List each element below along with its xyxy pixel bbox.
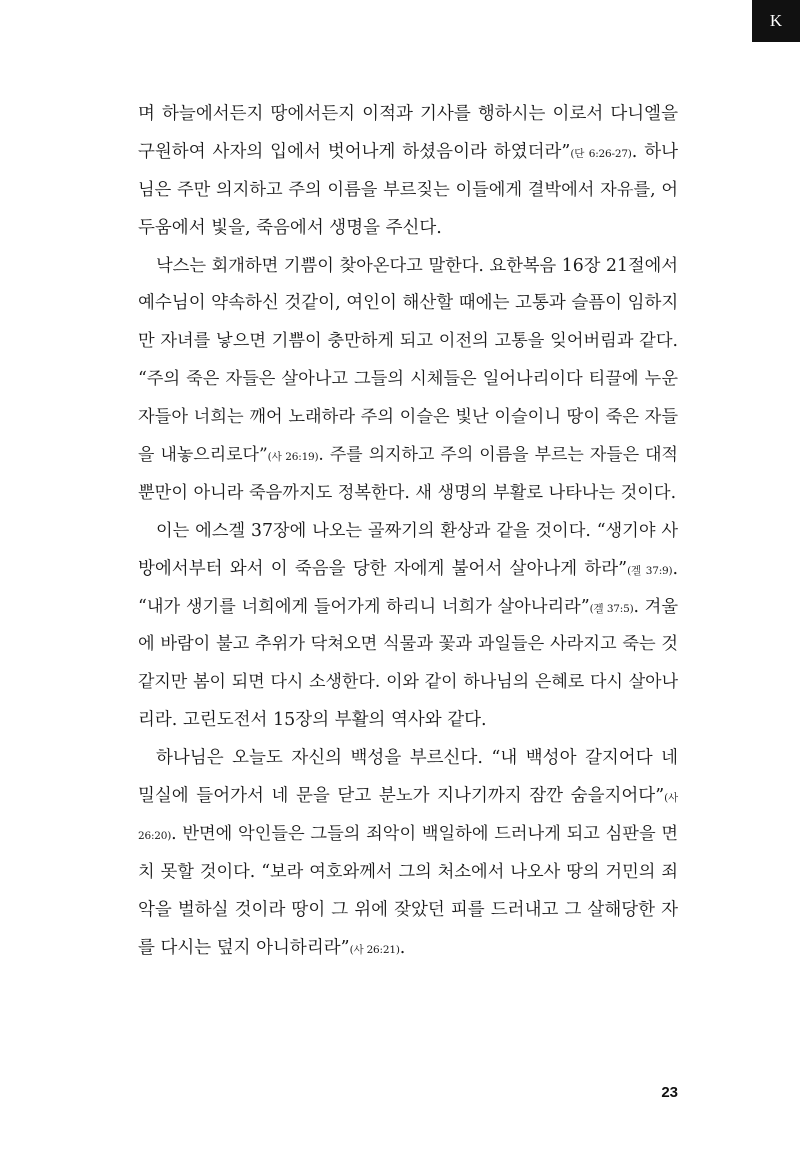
scripture-reference: (겔 37:9) [627, 564, 673, 577]
text-line: 악을 벌하실 것이라 땅이 그 위에 잦았던 피를 드러내고 그 살해당한 자 [138, 899, 678, 920]
text-line: 며 하늘에서든지 땅에서든지 이적과 기사를 행하시는 이로서 다니엘을 [138, 104, 678, 124]
paragraph-start-line: 이는 에스겔 37장에 나오는 골짜기의 환상과 같을 것이다. “생기야 사 [156, 520, 678, 541]
text-line: 방에서부터 와서 이 죽음을 당한 자에게 불어서 살아나게 하라”(겔 37:9). [138, 558, 679, 579]
page-number: 23 [661, 1084, 678, 1101]
text-line: 리라. 고린도전서 15장의 부활의 역사와 같다. [138, 710, 487, 731]
text-line: 뿐만이 아니라 죽음까지도 정복한다. 새 생명의 부활로 나타나는 것이다. [138, 482, 677, 503]
paragraph-start-line: 하나님은 오늘도 자신의 백성을 부르신다. “내 백성아 갈지어다 네 [156, 748, 678, 769]
scripture-reference: (사 26:19) [267, 451, 319, 464]
scripture-reference: (단 6:26-27) [570, 147, 632, 160]
text-line: 을 내놓으리로다”(사 26:19). 주를 의지하고 주의 이름을 부르는 자들은 대적 [138, 445, 678, 466]
scripture-reference: (사 [664, 792, 678, 805]
text-line: 같지만 봄이 되면 다시 소생한다. 이와 같이 하나님의 은혜로 다시 살아나 [138, 672, 678, 693]
scripture-reference: (사 26:21) [349, 943, 400, 956]
text-line: 님은 주만 의지하고 주의 이름을 부르짖는 이들에게 결박에서 자유를, 어 [138, 179, 678, 200]
text-line: 두움에서 빛을, 죽음에서 생명을 주신다. [138, 217, 442, 238]
text-line: 26:20). 반면에 악인들은 그들의 죄악이 백일하에 드러나게 되고 심판을 면 [138, 823, 678, 844]
body-text [138, 96, 678, 967]
text-line: 에 바람이 불고 추위가 닥쳐오면 식물과 꽃과 과일들은 사라지고 죽는 것 [138, 634, 678, 655]
text-line: “주의 죽은 자들은 살아나고 그들의 시체들은 일어나리이다 티끌에 누운 [138, 369, 678, 390]
text-line: 를 다시는 덮지 아니하리라”(사 26:21). [138, 937, 406, 958]
scripture-reference: (겔 37:5) [589, 602, 634, 615]
paragraph-start-line: 낙스는 회개하면 기쁨이 찾아온다고 말한다. 요한복음 16장 21절에서 [156, 255, 678, 276]
text-line: 밀실에 들어가서 네 문을 닫고 분노가 지나기까지 잠깐 숨을지어다”(사 [138, 786, 678, 807]
text-line: 예수님이 약속하신 것같이, 여인이 해산할 때에는 고통과 슬픔이 임하지 [138, 293, 679, 314]
text-line: 자들아 너희는 깨어 노래하라 주의 이슬은 빛난 이슬이니 땅이 죽은 자들 [138, 407, 678, 428]
language-badge: K [752, 0, 800, 42]
text-line: “내가 생기를 너희에게 들어가게 하리니 너희가 살아나리라”(겔 37:5). 겨울 [138, 596, 679, 617]
text-line: 만 자녀를 낳으면 기쁨이 충만하게 되고 이전의 고통을 잊어버림과 같다. [138, 331, 678, 352]
text-line: 구원하여 사자의 입에서 벗어나게 하셨음이라 하였더라”(단 6:26-27). 하나 [138, 141, 678, 162]
scripture-reference: 26:20) [138, 829, 172, 842]
text-line: 치 못할 것이다. “보라 여호와께서 그의 처소에서 나오사 땅의 거민의 죄 [138, 861, 678, 882]
